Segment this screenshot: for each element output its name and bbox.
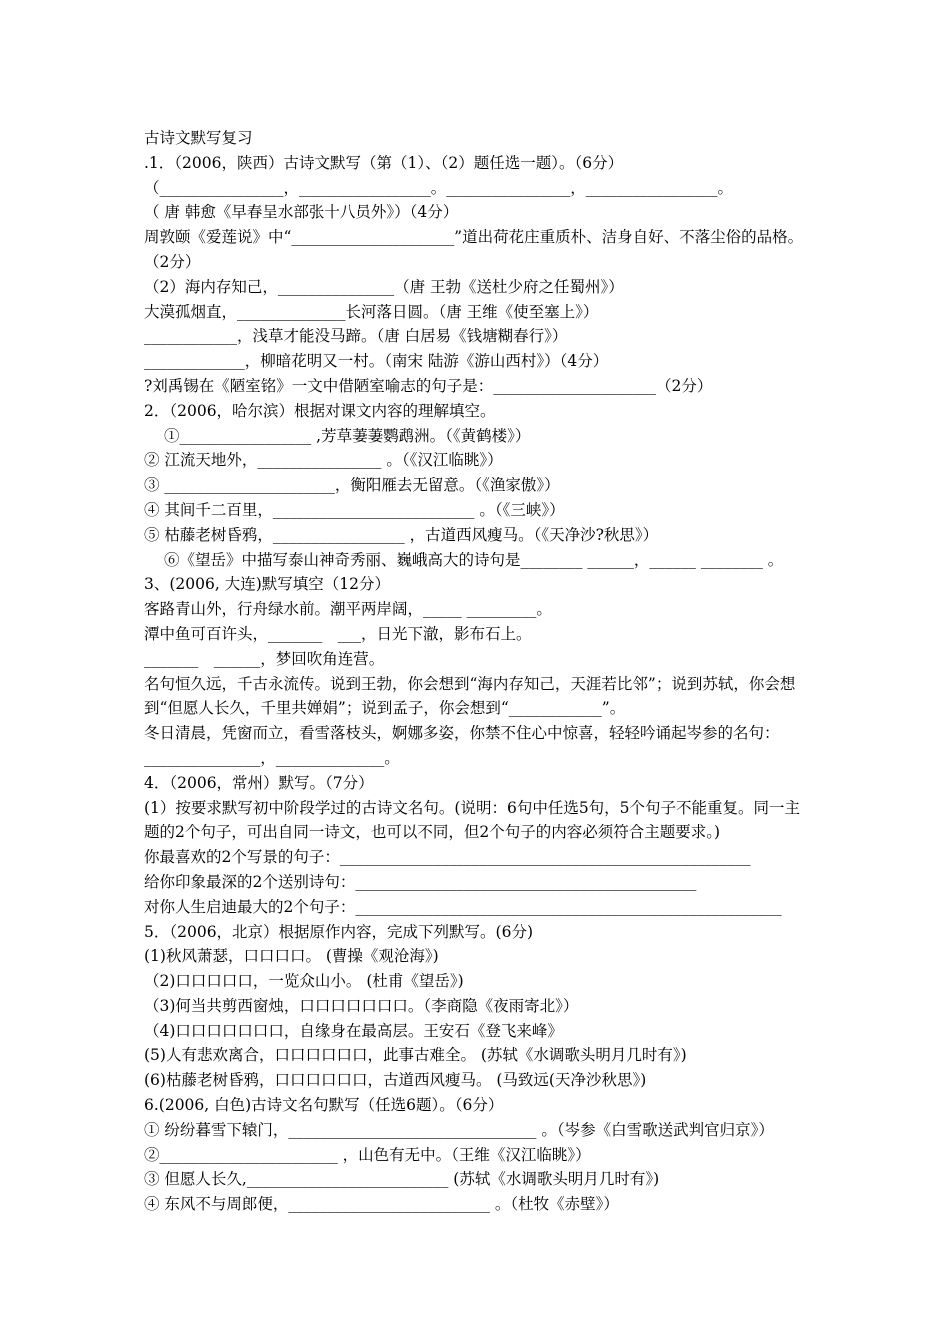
q4-line-1: 你最喜欢的2个写景的句子：_____________________________________________________ — [144, 848, 751, 867]
q4-heading: 4．（2006，常州）默写。（7分） — [144, 773, 374, 792]
q3-line-5: 冬日清晨，凭窗而立，看雪落枝头，婀娜多姿，你禁不住心中惊喜，轻轻吟诵起岑参的名句：_______________，______________。 — [144, 724, 780, 767]
q2-item-2: ② 江流天地外，________________ 。（《汉江临眺》） — [144, 451, 503, 470]
q5-item-2: （2)口口口口口，一览众山小。 (杜甫《望岳》) — [144, 972, 464, 991]
q4-line-3: 对你人生启迪最大的2个句子：_______________________________________________________ — [144, 897, 782, 916]
q4-line-2: 给你印象最深的2个送别诗句：____________________________________________ — [144, 872, 697, 891]
q2-item-3: ③ ______________________，衡阳雁去无留意。（《渔家傲》） — [144, 476, 560, 495]
q5-item-6: (6)枯藤老树昏鸦，口口口口口口，古道西风瘦马。 (马致远(天净沙秋思》) — [144, 1071, 647, 1090]
q5-item-5: (5)人有悲欢离合，口口口口口口，此事古难全。 (苏轼《水调歌头明月几时有》) — [144, 1046, 687, 1065]
q6-heading: 6.(2006, 白色)古诗文名句默写（任选6题）。（6分） — [144, 1096, 504, 1115]
q6-item-3: ③ 但愿人长久,__________________________ (苏轼《水调歌头明月几时有》) — [144, 1170, 660, 1189]
q5-item-4: （4)口口口口口口口，自缘身在最高层。王安石《登飞来峰》 — [144, 1021, 563, 1040]
q2-item-1: ①_________________ ,芳草萋萋鹦鹉洲。（《黄鹤楼》） — [164, 426, 531, 445]
q2-heading: 2．（2006，哈尔滨）根据对课文内容的理解填空。 — [144, 401, 496, 420]
q1-blank-line: （________________，_________________。________________，_________________。 — [144, 178, 734, 197]
q6-item-1: ① 纷纷暮雪下辕门，________________________________ 。（岑参《白雪歌送武判官归京》） — [144, 1120, 774, 1139]
q1-2-line-4: _____________，柳暗花明又一村。（南宋 陆游《游山西村》）（4分） — [144, 352, 609, 371]
q5-heading: 5．（2006，北京）根据原作内容，完成下列默写。(6分) — [144, 922, 534, 941]
q3-line-2: 潭中鱼可百许头，_______ ___，日光下澈，影布石上。 — [144, 624, 532, 643]
q2-item-6: ⑥《望岳》中描写泰山神奇秀丽、巍峨高大的诗句是________ ______，______ ________ 。 — [164, 550, 784, 569]
q5-item-3: （3)何当共剪西窗烛，口口口口口口口。（李商隐《夜雨寄北》） — [144, 996, 579, 1015]
q5-item-1: (1)秋风萧瑟，口口口口。 (曹操《观沧海》) — [144, 947, 439, 966]
q1-heading: .1．（2006，陕西）古诗文默写（第（1）、（2）题任选一题）。（6分） — [144, 153, 624, 172]
q3-line-4: 名句恒久远，千古永流传。说到王勃，你会想到“海内存知己，天涯若比邻”；说到苏轼，你会想到“但愿人长久，千里共婵娟”；说到孟子，你会想到“____________”。 — [144, 674, 796, 718]
document-page — [144, 126, 814, 1217]
q2-item-5: ⑤ 枯藤老树昏鸦，_________________ ，古道西风瘦马。（《天净沙?秋思》） — [144, 525, 659, 544]
q3-heading: 3、(2006, 大连)默写填空（12分） — [144, 575, 390, 594]
q6-item-2: ②_______________________ ，山色有无中。（王维《汉江临眺》） — [144, 1145, 591, 1164]
q1-source: （ 唐 韩愈《早春呈水部张十八员外》）（4分） — [144, 203, 459, 222]
q1-ailian-line: 周敦颐《爱莲说》中“_____________________”道出荷花庄重质朴、洁身自好、不落尘俗的品格。（2分） — [144, 228, 804, 271]
q1-2-line-3: ____________，浅草才能没马蹄。（唐 白居易《钱塘糊春行》） — [144, 327, 568, 346]
q4-instructions: (1）按要求默写初中阶段学过的古诗文名句。(说明：6句中任选5句，5个句子不能重复。同一主题的2个句子，可出自同一诗文，也可以不同，但2个句子的内容必须符合主题要求。) — [144, 798, 801, 842]
q3-line-3: _______ ______，梦回吹角连营。 — [144, 649, 385, 668]
q1-loushiming-line: ?刘禹锡在《陋室铭》一文中借陋室喻志的句子是：_____________________（2分） — [144, 376, 713, 395]
q1-2-line-2: 大漠孤烟直，______________长河落日圆。（唐 王维《使至塞上》） — [144, 302, 599, 321]
q6-item-4: ④ 东风不与周郎便，__________________________ 。（杜牧《赤壁》） — [144, 1195, 619, 1214]
q3-line-1: 客路青山外，行舟绿水前。潮平两岸阔，_____ _________。 — [144, 600, 552, 619]
q1-2-line-1: （2）海内存知己，_______________（唐 王勃《送杜少府之任蜀州》） — [144, 277, 624, 296]
q2-item-4: ④ 其间千二百里，__________________________ 。（《三峡》） — [144, 500, 565, 519]
document-title: 古诗文默写复习 — [144, 129, 253, 147]
